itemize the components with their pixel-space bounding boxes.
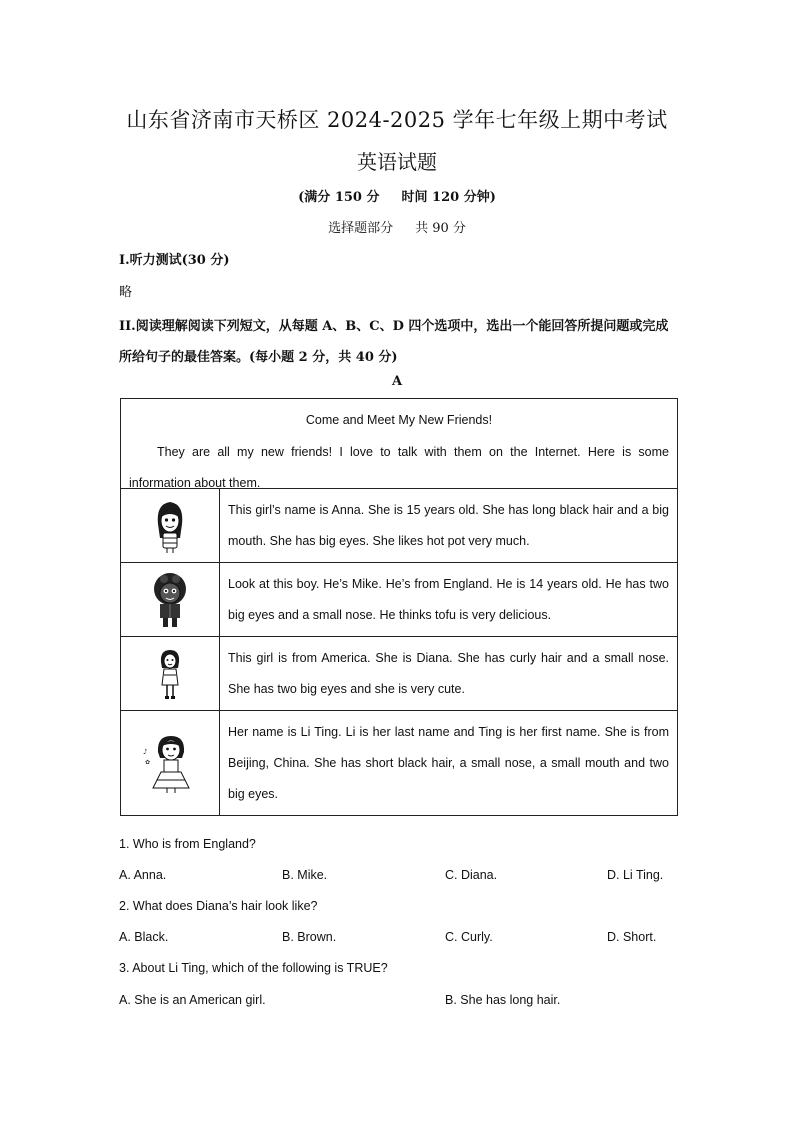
option-c[interactable]: C. Diana. [445,868,498,882]
friend-desc-liting: Her name is Li Ting. Li is her last name and Ting is her first name. She is from Beijing, China. She has short black hair, a small nose, a small mouth and two big eyes. [228,725,669,801]
question-stem: 1. Who is from England? [119,837,256,851]
section1-note: 略 [119,285,133,300]
question-stem: 2. What does Diana’s hair look like? [119,899,318,913]
option-d[interactable]: D. Short. [607,930,657,944]
passage-title: Come and Meet My New Friends! [305,413,493,427]
passage-table [120,398,678,816]
passage-label: A [391,374,403,389]
boy-mike-icon [121,563,220,636]
friend-row-diana [121,637,677,711]
passage-header [121,399,677,489]
friend-row-mike [121,563,677,637]
option-b[interactable]: B. She has long hair. [445,993,561,1007]
friend-row-anna [121,489,677,563]
option-a[interactable]: A. Black. [119,930,169,944]
option-c[interactable]: C. Curly. [445,930,493,944]
girl-anna-icon [121,489,220,562]
option-a[interactable]: A. Anna. [119,868,167,882]
friend-desc-mike: Look at this boy. He’s Mike. He’s from England. He is 14 years old. He has two big eyes and a small nose. He thinks tofu is very delicious. [228,577,669,622]
option-b[interactable]: B. Mike. [282,868,328,882]
part-total: 共 90 分 [415,221,466,236]
option-d[interactable]: D. Li Ting. [607,868,664,882]
girl-liting-icon [121,711,220,815]
svg-text:♪: ♪ [143,748,148,756]
friend-desc-diana: This girl is from America. She is Diana. She has curly hair and a small nose. She has two big eyes and she is very cute. [228,651,669,696]
friend-row-liting [121,711,677,815]
option-a[interactable]: A. She is an American girl. [119,993,266,1007]
exam-subtitle: 英语试题 [357,150,437,174]
section2-instructions: II.阅读理解阅读下列短文，从每题 A、B、C、D 四个选项中，选出一个能回答所提问题或完成所给句子的最佳答案。(每小题 2 分，共 40 分) [119,319,669,365]
girl-diana-icon [121,637,220,710]
friend-desc-anna: This girl’s name is Anna. She is 15 years old. She has long black hair and a big mouth. She has big eyes. She likes hot pot very much. [228,503,669,548]
time-info: 时间 120 分钟) [401,190,496,205]
part-heading [0,217,794,236]
svg-text:✿: ✿ [145,759,151,766]
score-info: (满分 150 分 [298,190,380,205]
exam-title: 山东省济南市天桥区 2024-2025 学年七年级上期中考试 [126,108,668,132]
exam-meta [0,186,794,205]
option-b[interactable]: B. Brown. [282,930,337,944]
question-stem: 3. About Li Ting, which of the following is TRUE? [119,961,388,975]
passage-intro: They are all my new friends! I love to talk with them on the Internet. Here is some information about them. [129,445,669,490]
section1-heading: I.听力测试(30 分) [119,253,230,268]
part-name: 选择题部分 [328,221,394,236]
